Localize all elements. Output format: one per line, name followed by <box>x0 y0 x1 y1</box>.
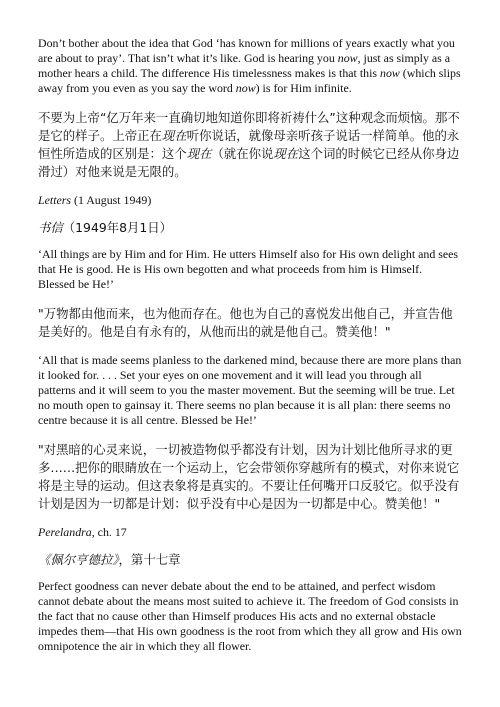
quote-zh-planless: "对黑暗的心灵来说，一切被造物似乎都没有计划，因为计划比他所寻求的更多……把你的眼睛放在一个运动上，它会带领你穿越所有的模式，对你来说它将是主导的运动。但这表象将是真实的。不要让任何嘴开口反驳它。似乎没有计划是因为一切都是计划：似乎没有中心是因为一切都是中心。赞美他！" <box>38 442 460 511</box>
paragraph-en-timelessness: Don’t bother about the idea that God ‘has known for millions of years exactly what you are about to pray’. That isn’t what it’s like. God is hearing you now, just as simply as a mother hears a child. The difference His timelessness makes is that this now (which slips away from you even as you say the word now) is for Him infinite. <box>38 36 461 95</box>
source-citation-letters: Letters (1 August 1949) <box>38 193 152 207</box>
quote-en-planless: ‘All that is made seems planless to the darkened mind, because there are more plans than it looked for. . . . Set your eyes on one movement and it will lead you through all patterns and it will seem to you the master movement. But the seeming will be true. Let no mouth open to gainsay it. There seems no plan because it is all plan: there seems no centre because it is all centre. Blessed be He!’ <box>38 353 462 427</box>
quote-zh-all-things: "万物都由他而来，也为他而存在。他也为自己的喜悦发出他自己，并宣告他是美好的。他是自有永有的，从他而出的就是他自己。赞美他！" <box>38 306 453 339</box>
source-citation-perelandra-zh: 《佩尔亨德拉》，第十七章 <box>38 552 181 567</box>
source-citation-letters-zh: 书信（1949年8月1日） <box>38 220 173 235</box>
paragraph-en-perfect-goodness: Perfect goodness can never debate about the end to be attained, and perfect wisdom cannot debate about the means most suited to achieve it. The freedom of God consists in the fact that no cause other than Himself produces His acts and no external obstacle impedes them—that His own goodness is the root from which they all grow and His own omnipotence the air in which they all flower. <box>38 579 462 653</box>
paragraph-zh-timelessness: 不要为上帝“亿万年来一直确切地知道你即将祈祷什么”这种观念而烦恼。那不是它的样子。上帝正在现在听你说话，就像母亲听孩子说话一样简单。他的永恒性所造成的区别是：这个现在（就在你说现在这个词的时候它已经从你身边滑过）对他来说是无限的。 <box>38 110 460 179</box>
quote-en-all-things: ‘All things are by Him and for Him. He utters Himself also for His own delight and sees that He is good. He is His own begotten and what proceeds from him is Himself. Blessed be He!’ <box>38 247 459 291</box>
source-citation-perelandra: Perelandra, ch. 17 <box>38 525 127 539</box>
